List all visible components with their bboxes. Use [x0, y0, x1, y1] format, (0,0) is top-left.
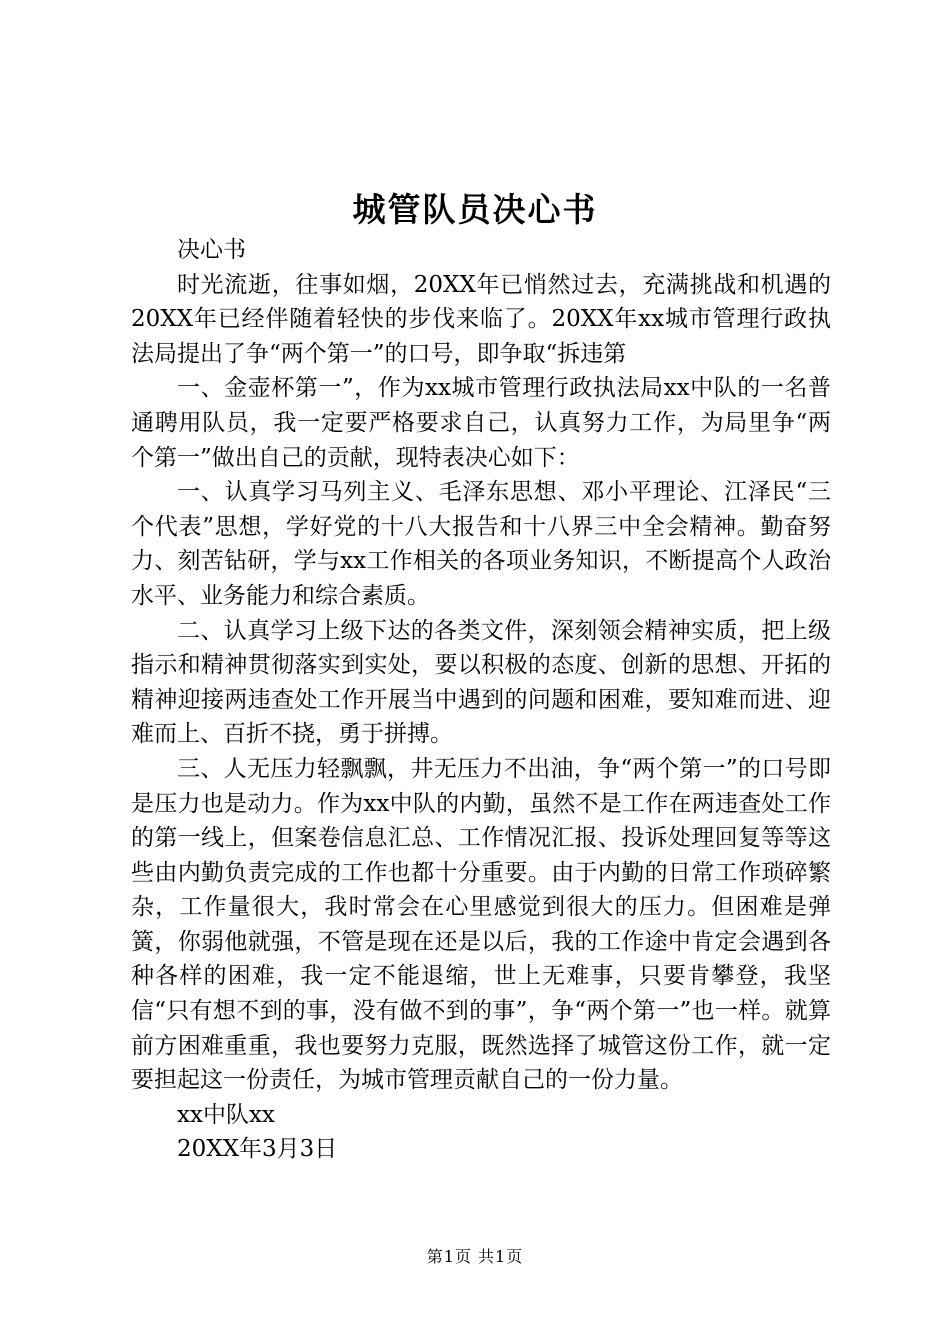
paragraph-point-two: 二、认真学习上级下达的各类文件，深刻领会精神实质，把上级指示和精神贯彻落实到实处，要以积极的态度、创新的思想、开拓的精神迎接两违查处工作开展当中遇到的问题和困难，要知难而进、迎难而上、百折不挠，勇于拼搏。: [131, 617, 831, 748]
paragraph-point-one: 一、认真学习马列主义、毛泽东思想、邓小平理论、江泽民“三个代表”思想，学好党的十八大报告和十八界三中全会精神。勤奋努力、刻苦钻研，学与xx工作相关的各项业务知识，不断提高个人政治水平、业务能力和综合素质。: [131, 479, 831, 609]
paragraph-intro: 时光流逝，往事如烟，20XX年已悄然过去，充满挑战和机遇的20XX年已经伴随着轻快的步伐来临了。20XX年xx城市管理行政执法局提出了争“两个第一”的口号，即争取“拆违第: [131, 271, 831, 367]
document-body: [131, 233, 831, 1167]
heading-line: 决心书: [177, 237, 246, 263]
page-footer: 第1页 共1页: [426, 1247, 524, 1266]
signature: xx中队xx: [177, 1101, 275, 1128]
paragraph-point-three: 三、人无压力轻飘飘，井无压力不出油，争“两个第一”的口号即是压力也是动力。作为xx中队的内勤，虽然不是工作在两违查处工作的第一线上，但案卷信息汇总、工作情况汇报、投诉处理回复等等这些由内勤负责完成的工作也都十分重要。由于内勤的日常工作琐碎繁杂，工作量很大，我时常会在心里感觉到很大的压力。但困难是弹簧，你弱他就强，不管是现在还是以后，我的工作途中肯定会遇到各种各样的困难，我一定不能退缩，世上无难事，只要肯攀登，我坚信“只有想不到的事，没有做不到的事”，争“两个第一”也一样。就算前方困难重重，我也要努力克服，既然选择了城管这份工作，就一定要担起这一份责任，为城市管理贡献自己的一份力量。: [131, 755, 831, 1094]
paragraph-pledge: 一、金壶杯第一”，作为xx城市管理行政执法局xx中队的一名普通聘用队员，我一定要严格要求自己，认真努力工作，为局里争“两个第一”做出自己的贡献，现特表决心如下：: [131, 375, 831, 471]
signature-date: 20XX年3月3日: [177, 1136, 338, 1163]
page-title: 城管队员决心书: [352, 190, 598, 229]
